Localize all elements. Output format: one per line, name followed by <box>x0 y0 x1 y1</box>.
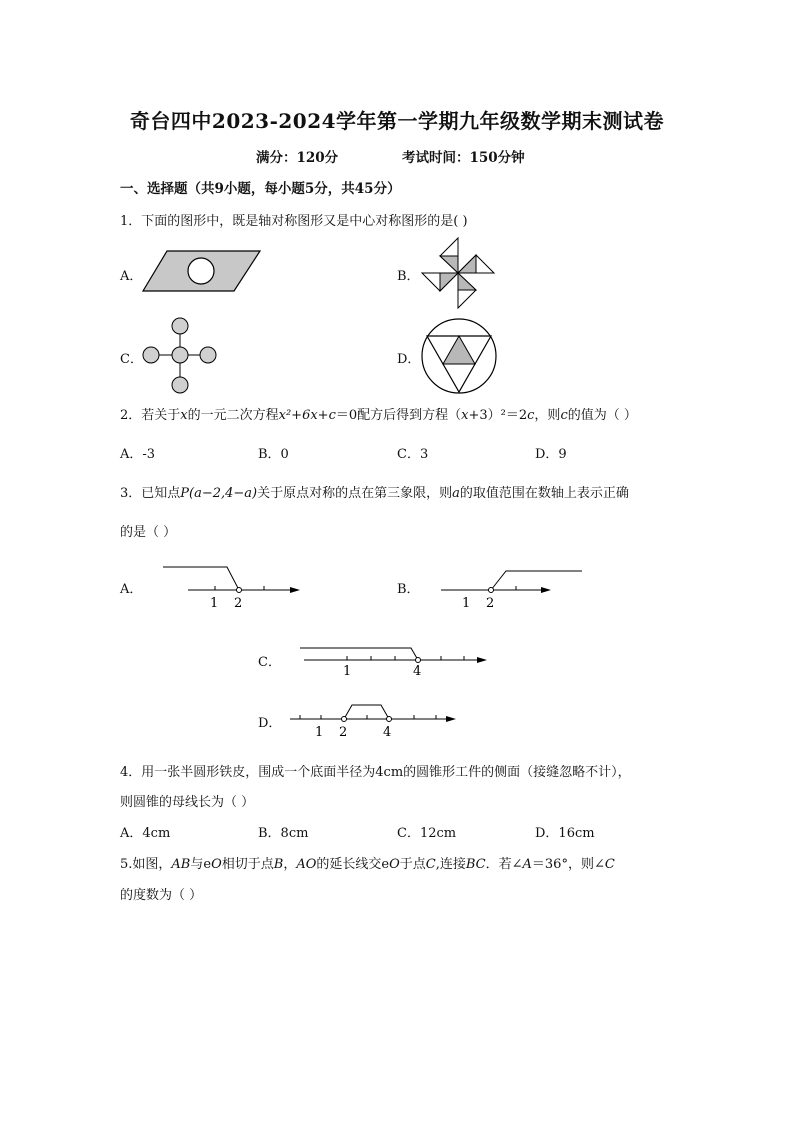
q5-o2: O <box>389 857 400 872</box>
q5-ab: AB <box>171 857 191 872</box>
question-5-line2: 的度数为（ ） <box>120 888 203 903</box>
q5-t6: ,连接 <box>435 857 466 872</box>
question-3-line2: 的是（ ） <box>120 525 177 540</box>
q5-c: C <box>425 857 436 872</box>
question-4-line2: 则圆锥的母线长为（ ） <box>120 795 255 810</box>
tick-label: 4 <box>383 725 392 740</box>
number-line-b <box>438 564 586 610</box>
q5-t4: 的延长线交e <box>316 857 390 872</box>
figure-circle-triangles <box>420 316 498 396</box>
q2-option-a: A．-3 <box>120 447 156 462</box>
q3-option-c-label: C． <box>258 655 281 670</box>
exam-time: 考试时间：150分钟 <box>402 150 525 166</box>
q2-suffix: 的值为（ ） <box>567 408 637 423</box>
q2-eq1: x²+6x+c <box>278 408 336 423</box>
q3-end: 的取值范围在数轴上表示正确 <box>459 486 629 501</box>
q3-pre: 3．已知点 <box>120 486 181 501</box>
q2-mid2: ，则 <box>534 408 561 423</box>
q1-option-d-label: D． <box>397 352 421 367</box>
q2-var-c2: c <box>560 408 568 423</box>
q4-option-b: B．8cm <box>258 826 309 841</box>
q2-prefix: 2．若关于 <box>120 408 181 423</box>
q2-eq1-rhs: ＝0配方后得到方程（ <box>335 408 462 423</box>
q5-t1: 与e <box>190 857 212 872</box>
q5-t5: 于点 <box>399 857 426 872</box>
tick-label: 1 <box>210 596 219 610</box>
q5-angle-c: ∠C <box>593 857 615 872</box>
number-line-c <box>298 642 492 678</box>
q3-point: P(a−2,4−a) <box>180 486 258 501</box>
full-score: 满分：120分 <box>256 150 339 166</box>
page-title: 奇台四中2023-2024学年第一学期九年级数学期末测试卷 <box>129 109 665 133</box>
q2-option-c: C．3 <box>397 447 429 462</box>
question-5-line1 <box>120 853 615 872</box>
q3-option-b-label: B． <box>397 582 420 597</box>
q2-option-d: D．9 <box>535 447 567 462</box>
q2-var-x: x <box>180 408 188 423</box>
tick-label: 1 <box>315 725 324 740</box>
figure-parallelogram <box>140 248 265 296</box>
q5-t3: ， <box>283 857 297 872</box>
q2-mid1: 的一元二次方程 <box>187 408 279 423</box>
number-line-d <box>286 700 462 740</box>
section-heading: 一、选择题（共9小题，每小题5分，共45分） <box>120 181 401 197</box>
q3-option-a-label: A． <box>120 582 143 597</box>
figure-circle-cross <box>140 314 220 396</box>
tick-label: 2 <box>234 596 243 610</box>
q4-option-d: D．16cm <box>535 826 595 841</box>
q2-option-b: B．0 <box>258 447 289 462</box>
q5-b: B <box>273 857 284 872</box>
q5-pre: 5.如图， <box>120 857 172 872</box>
q2-var-c: c <box>527 408 535 423</box>
q5-angle-a: ∠A <box>511 857 532 872</box>
tick-label: 1 <box>462 596 471 610</box>
q3-var-a: a <box>452 486 460 501</box>
q2-eq2-x: x <box>461 408 469 423</box>
question-1-text: 1．下面的图形中，既是轴对称图形又是中心对称图形的是( ) <box>120 214 468 229</box>
q3-post: 关于原点对称的点在第三象限，则 <box>257 486 453 501</box>
q4-option-c: C．12cm <box>397 826 457 841</box>
q5-bc: BC <box>465 857 486 872</box>
tick-label: 2 <box>339 725 348 740</box>
q4-option-a: A．4cm <box>120 826 171 841</box>
question-4-line1: 4．用一张半圆形铁皮，围成一个底面半径为4cm的圆锥形工件的侧面（接缝忽略不计）， <box>120 765 631 780</box>
q5-t2: 相切于点 <box>221 857 274 872</box>
figure-pinwheel <box>418 236 498 310</box>
q1-option-b-label: B． <box>397 269 420 284</box>
q2-eq2-rest: +3）²＝2 <box>468 408 528 423</box>
q5-t8: ＝36°，则 <box>531 857 594 872</box>
tick-label: 1 <box>343 664 352 678</box>
number-line-a <box>160 564 305 610</box>
q5-ao: AO <box>296 857 317 872</box>
q1-option-c-label: C． <box>120 352 143 367</box>
q3-option-d-label: D． <box>258 716 282 731</box>
tick-label: 2 <box>486 596 495 610</box>
q1-option-a-label: A． <box>120 269 143 284</box>
question-2-text <box>120 404 637 423</box>
q5-o1: O <box>211 857 222 872</box>
tick-label: 4 <box>413 664 422 678</box>
q5-t7: ．若 <box>485 857 512 872</box>
question-3-line1 <box>120 482 629 501</box>
